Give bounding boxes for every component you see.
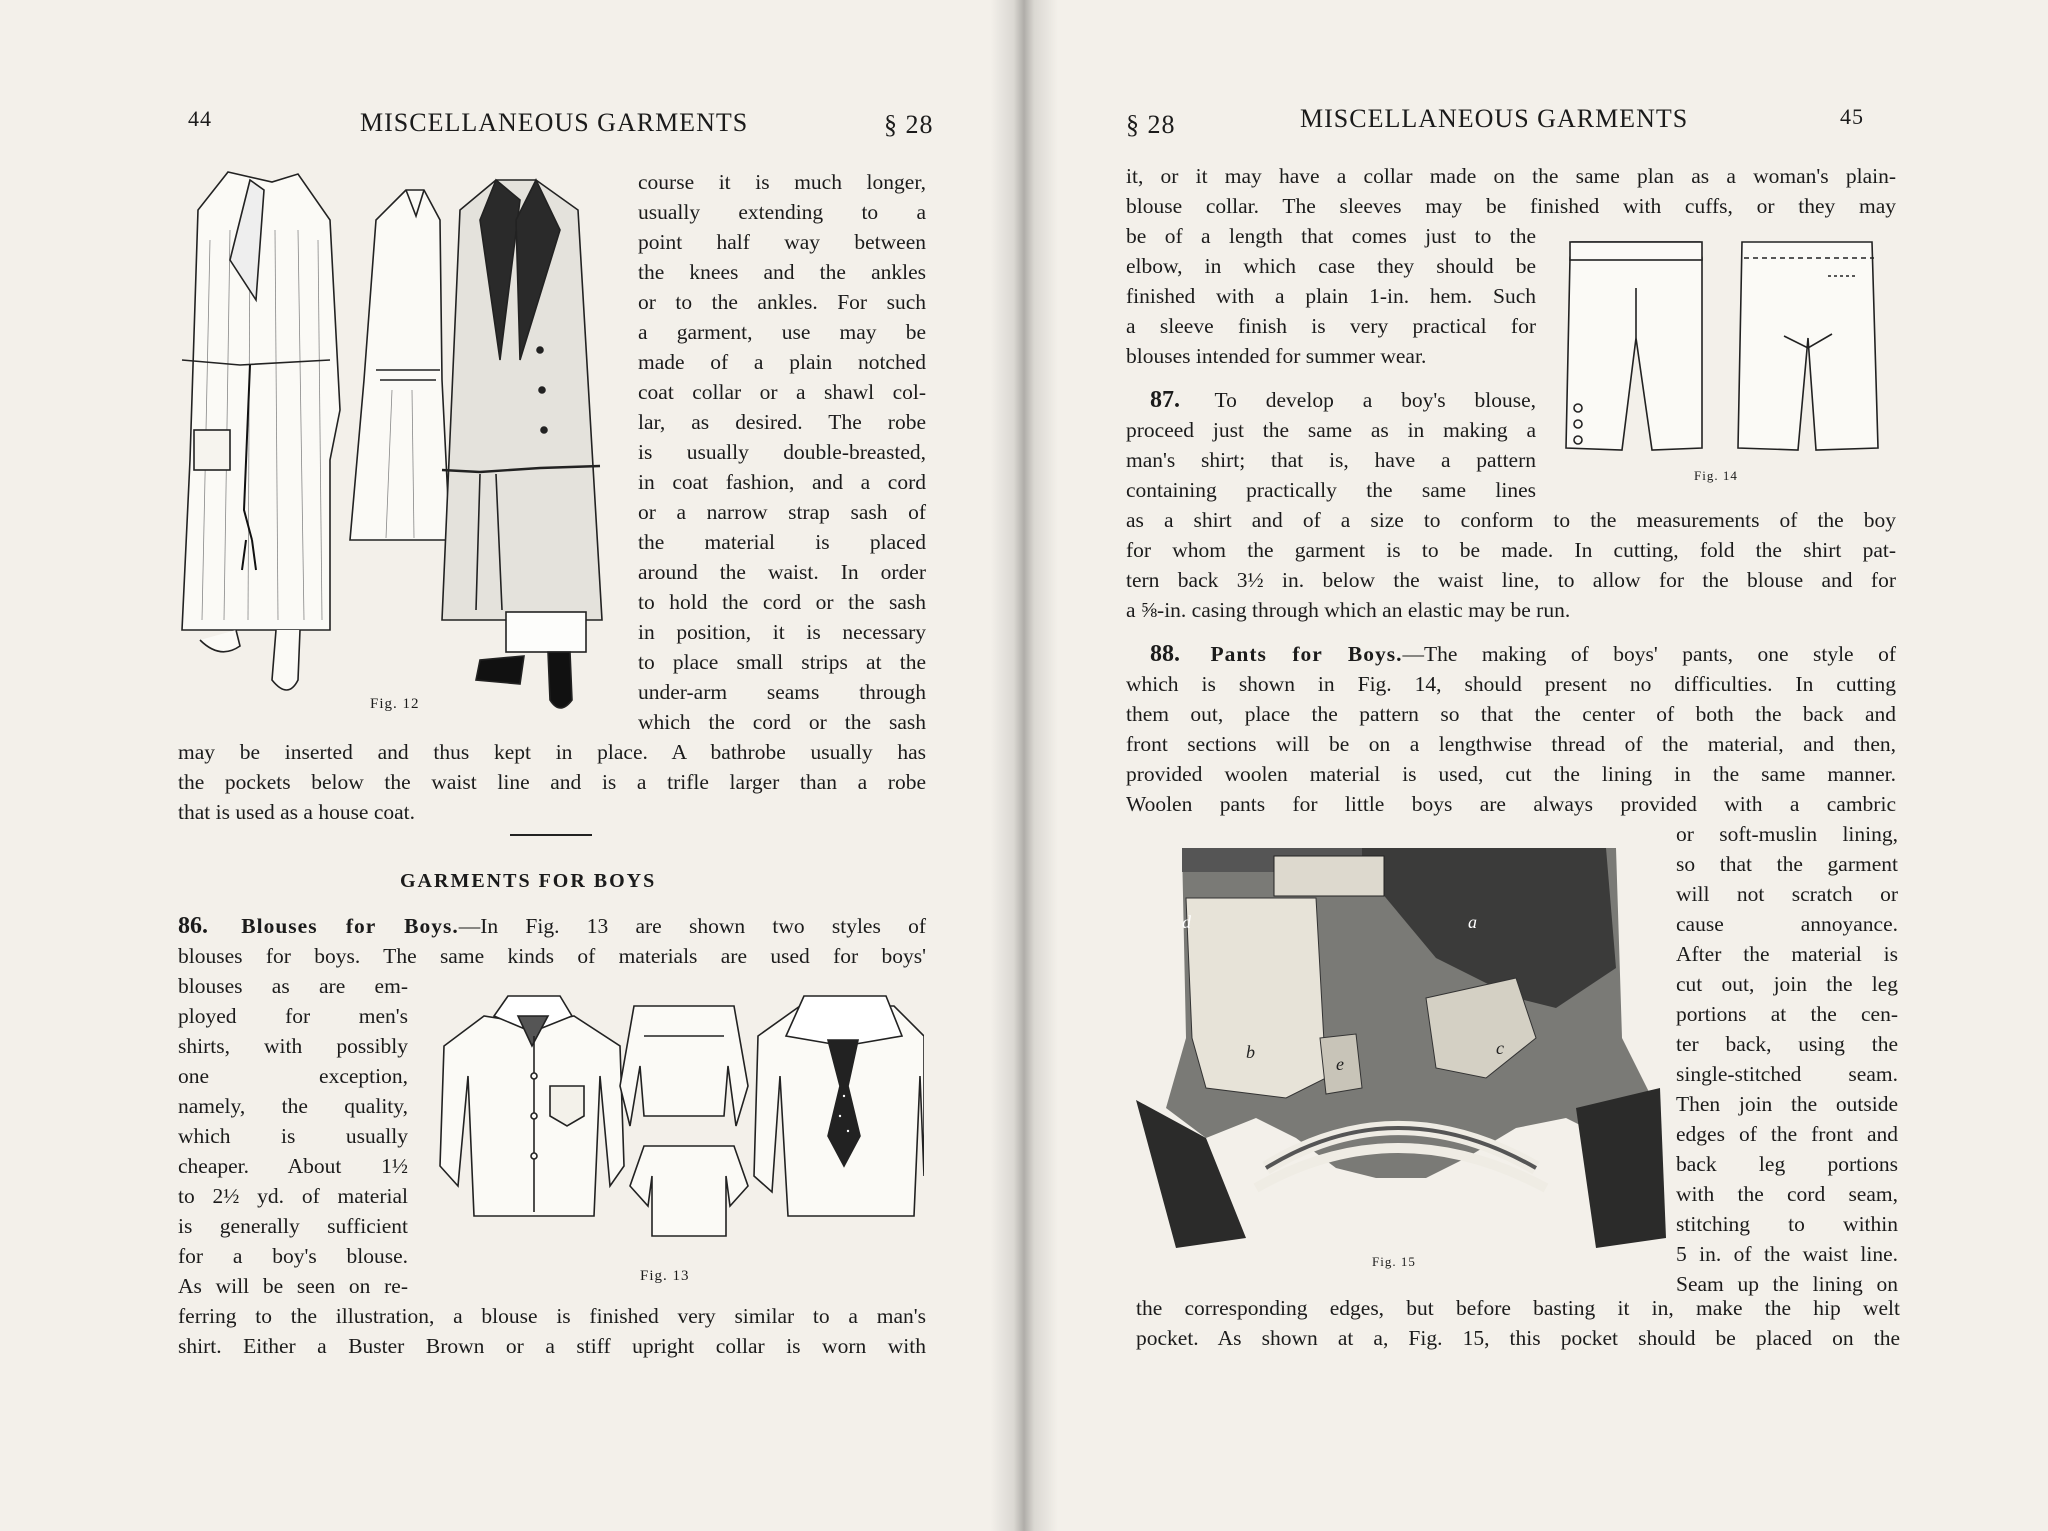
right-page: [1024, 0, 2048, 1531]
fig15-label-d: d: [1182, 912, 1191, 932]
text-line: made of a plain notched: [638, 350, 926, 374]
text-line: man's shirt; that is, have a pattern: [1126, 448, 1536, 472]
text-line: front sections will be on a lengthwise thread of the material, and then,: [1126, 732, 1896, 756]
text-line: as a shirt and of a size to conform to the measurements of the boy: [1126, 508, 1896, 532]
text-line: or soft-muslin lining,: [1676, 822, 1898, 846]
text-line: the knees and the ankles: [638, 260, 926, 284]
text-line: will not scratch or: [1676, 882, 1898, 906]
text-line: usually extending to a: [638, 200, 926, 224]
text-line: is usually double-breasted,: [638, 440, 926, 464]
figure-12-robes: [180, 160, 620, 720]
text-line: shirt. Either a Buster Brown or a stiff upright collar is worn with: [178, 1334, 926, 1358]
para86-number: 86.: [178, 913, 208, 939]
text-line: that is used as a house coat.: [178, 800, 416, 824]
text-line: a garment, use may be: [638, 320, 926, 344]
text-line: to hold the cord or the sash: [638, 590, 926, 614]
para88-first-line-rest: —The making of boys' pants, one style of: [1402, 642, 1896, 666]
text-line: is generally sufficient: [178, 1214, 408, 1238]
para86-first-line-rest: —In Fig. 13 are shown two styles of: [458, 914, 927, 938]
text-line: for whom the garment is to be made. In cutting, fold the shirt pat-: [1126, 538, 1896, 562]
text-line: coat collar or a shawl col-: [638, 380, 926, 404]
text-line: edges of the front and: [1676, 1122, 1898, 1146]
text-line: cheaper. About 1½: [178, 1154, 408, 1178]
para87-first-line-rest: To develop a boy's blouse,: [1214, 388, 1536, 412]
text-line: tern back 3½ in. below the waist line, to allow for the blouse and for: [1126, 568, 1896, 592]
text-line: or to the ankles. For such: [638, 290, 926, 314]
text-line: elbow, in which case they should be: [1126, 254, 1536, 278]
figure-14-pants: [1552, 228, 1902, 478]
para86-first-line: [178, 912, 926, 942]
text-line: so that the garment: [1676, 852, 1898, 876]
text-line: blouses for boys. The same kinds of materials are used for boys': [178, 944, 926, 968]
running-title-left: MISCELLANEOUS GARMENTS: [360, 108, 749, 137]
text-line: which is shown in Fig. 14, should present no difficulties. In cutting: [1126, 672, 1896, 696]
fig15-caption: Fig. 15: [1372, 1254, 1416, 1269]
text-line: cause annoyance.: [1676, 912, 1898, 936]
section-mark-left: § 28: [884, 110, 934, 139]
page-number-right: 45: [1840, 104, 1864, 129]
para88-first-line: [1126, 640, 1896, 670]
text-line: with the cord seam,: [1676, 1182, 1898, 1206]
text-line: under-arm seams through: [638, 680, 926, 704]
text-line: portions at the cen-: [1676, 1002, 1898, 1026]
text-line: point half way between: [638, 230, 926, 254]
text-line: to 2½ yd. of material: [178, 1184, 408, 1208]
text-line: namely, the quality,: [178, 1094, 408, 1118]
text-line: pocket. As shown at a, Fig. 15, this pocket should be placed on the: [1136, 1326, 1900, 1350]
text-line: a ⅝-in. casing through which an elastic may be run.: [1126, 598, 1571, 622]
text-line: ter back, using the: [1676, 1032, 1898, 1056]
text-line: ployed for men's: [178, 1004, 408, 1028]
text-line: it, or it may have a collar made on the same plan as a woman's plain-: [1126, 164, 1896, 188]
pants-outline-illustration: [1552, 228, 1902, 478]
text-line: which the cord or the sash: [638, 710, 926, 734]
text-line: Seam up the lining on: [1676, 1272, 1898, 1296]
text-line: 5 in. of the waist line.: [1676, 1242, 1898, 1266]
text-line: As will be seen on re-: [178, 1274, 408, 1298]
fig15-label-a: a: [1468, 912, 1477, 932]
fig15-label-c: c: [1496, 1038, 1504, 1058]
fig13-caption: Fig. 13: [640, 1268, 690, 1284]
text-line: blouses intended for summer wear.: [1126, 344, 1427, 368]
text-line: be of a length that comes just to the: [1126, 224, 1536, 248]
text-line: Then join the outside: [1676, 1092, 1898, 1116]
text-line: ferring to the illustration, a blouse is finished very similar to a man's: [178, 1304, 926, 1328]
text-line: the corresponding edges, but before basting it in, make the hip welt: [1136, 1296, 1900, 1320]
text-line: one exception,: [178, 1064, 408, 1088]
robe-illustration: [180, 160, 620, 720]
text-line: the material is placed: [638, 530, 926, 554]
para88-number: 88.: [1150, 641, 1180, 667]
text-line: the pockets below the waist line and is a trifle larger than a robe: [178, 770, 926, 794]
text-line: or a narrow strap sash of: [638, 500, 926, 524]
text-line: to place small strips at the: [638, 650, 926, 674]
running-title-right: MISCELLANEOUS GARMENTS: [1300, 104, 1689, 133]
text-line: cut out, join the leg: [1676, 972, 1898, 996]
text-line: them out, place the pattern so that the center of both the back and: [1126, 702, 1896, 726]
text-line: around the waist. In order: [638, 560, 926, 584]
text-line: in coat fashion, and a cord: [638, 470, 926, 494]
fig14-caption: Fig. 14: [1694, 468, 1738, 483]
text-line: finished with a plain 1-in. hem. Such: [1126, 284, 1536, 308]
para86-title: Blouses for Boys.: [241, 914, 459, 938]
text-line: for a boy's blouse.: [178, 1244, 408, 1268]
text-line: After the material is: [1676, 942, 1898, 966]
figure-15-pants-photo: [1136, 838, 1666, 1278]
text-line: which is usually: [178, 1124, 408, 1148]
text-line: a sleeve finish is very practical for: [1126, 314, 1536, 338]
text-line: provided woolen material is used, cut the lining in the same manner.: [1126, 762, 1896, 786]
text-line: back leg portions: [1676, 1152, 1898, 1176]
pants-lining-photo: [1136, 838, 1666, 1278]
text-line: blouse collar. The sleeves may be finished with cuffs, or they may: [1126, 194, 1896, 218]
section-heading: GARMENTS FOR BOYS: [400, 870, 657, 892]
text-line: lar, as desired. The robe: [638, 410, 926, 434]
text-line: stitching to within: [1676, 1212, 1898, 1236]
text-line: shirts, with possibly: [178, 1034, 408, 1058]
para87-first-line: [1126, 386, 1536, 416]
text-line: course it is much longer,: [638, 170, 926, 194]
text-line: containing practically the same lines: [1126, 478, 1536, 502]
figure-13-blouses: [424, 976, 924, 1246]
section-divider: [510, 834, 592, 836]
fig15-label-e: e: [1336, 1054, 1344, 1074]
text-line: single-stitched seam.: [1676, 1062, 1898, 1086]
text-line: blouses as are em-: [178, 974, 408, 998]
text-line: Woolen pants for little boys are always provided with a cambric: [1126, 792, 1896, 816]
para87-number: 87.: [1150, 387, 1180, 413]
text-line: may be inserted and thus kept in place. A bathrobe usually has: [178, 740, 926, 764]
section-mark-right: § 28: [1126, 110, 1176, 139]
fig15-label-b: b: [1246, 1042, 1255, 1062]
page-number-left: 44: [188, 106, 212, 131]
fig12-caption: Fig. 12: [370, 696, 420, 712]
blouse-illustration: [424, 976, 924, 1246]
text-line: proceed just the same as in making a: [1126, 418, 1536, 442]
para88-title: Pants for Boys.: [1210, 642, 1403, 666]
text-line: in position, it is necessary: [638, 620, 926, 644]
